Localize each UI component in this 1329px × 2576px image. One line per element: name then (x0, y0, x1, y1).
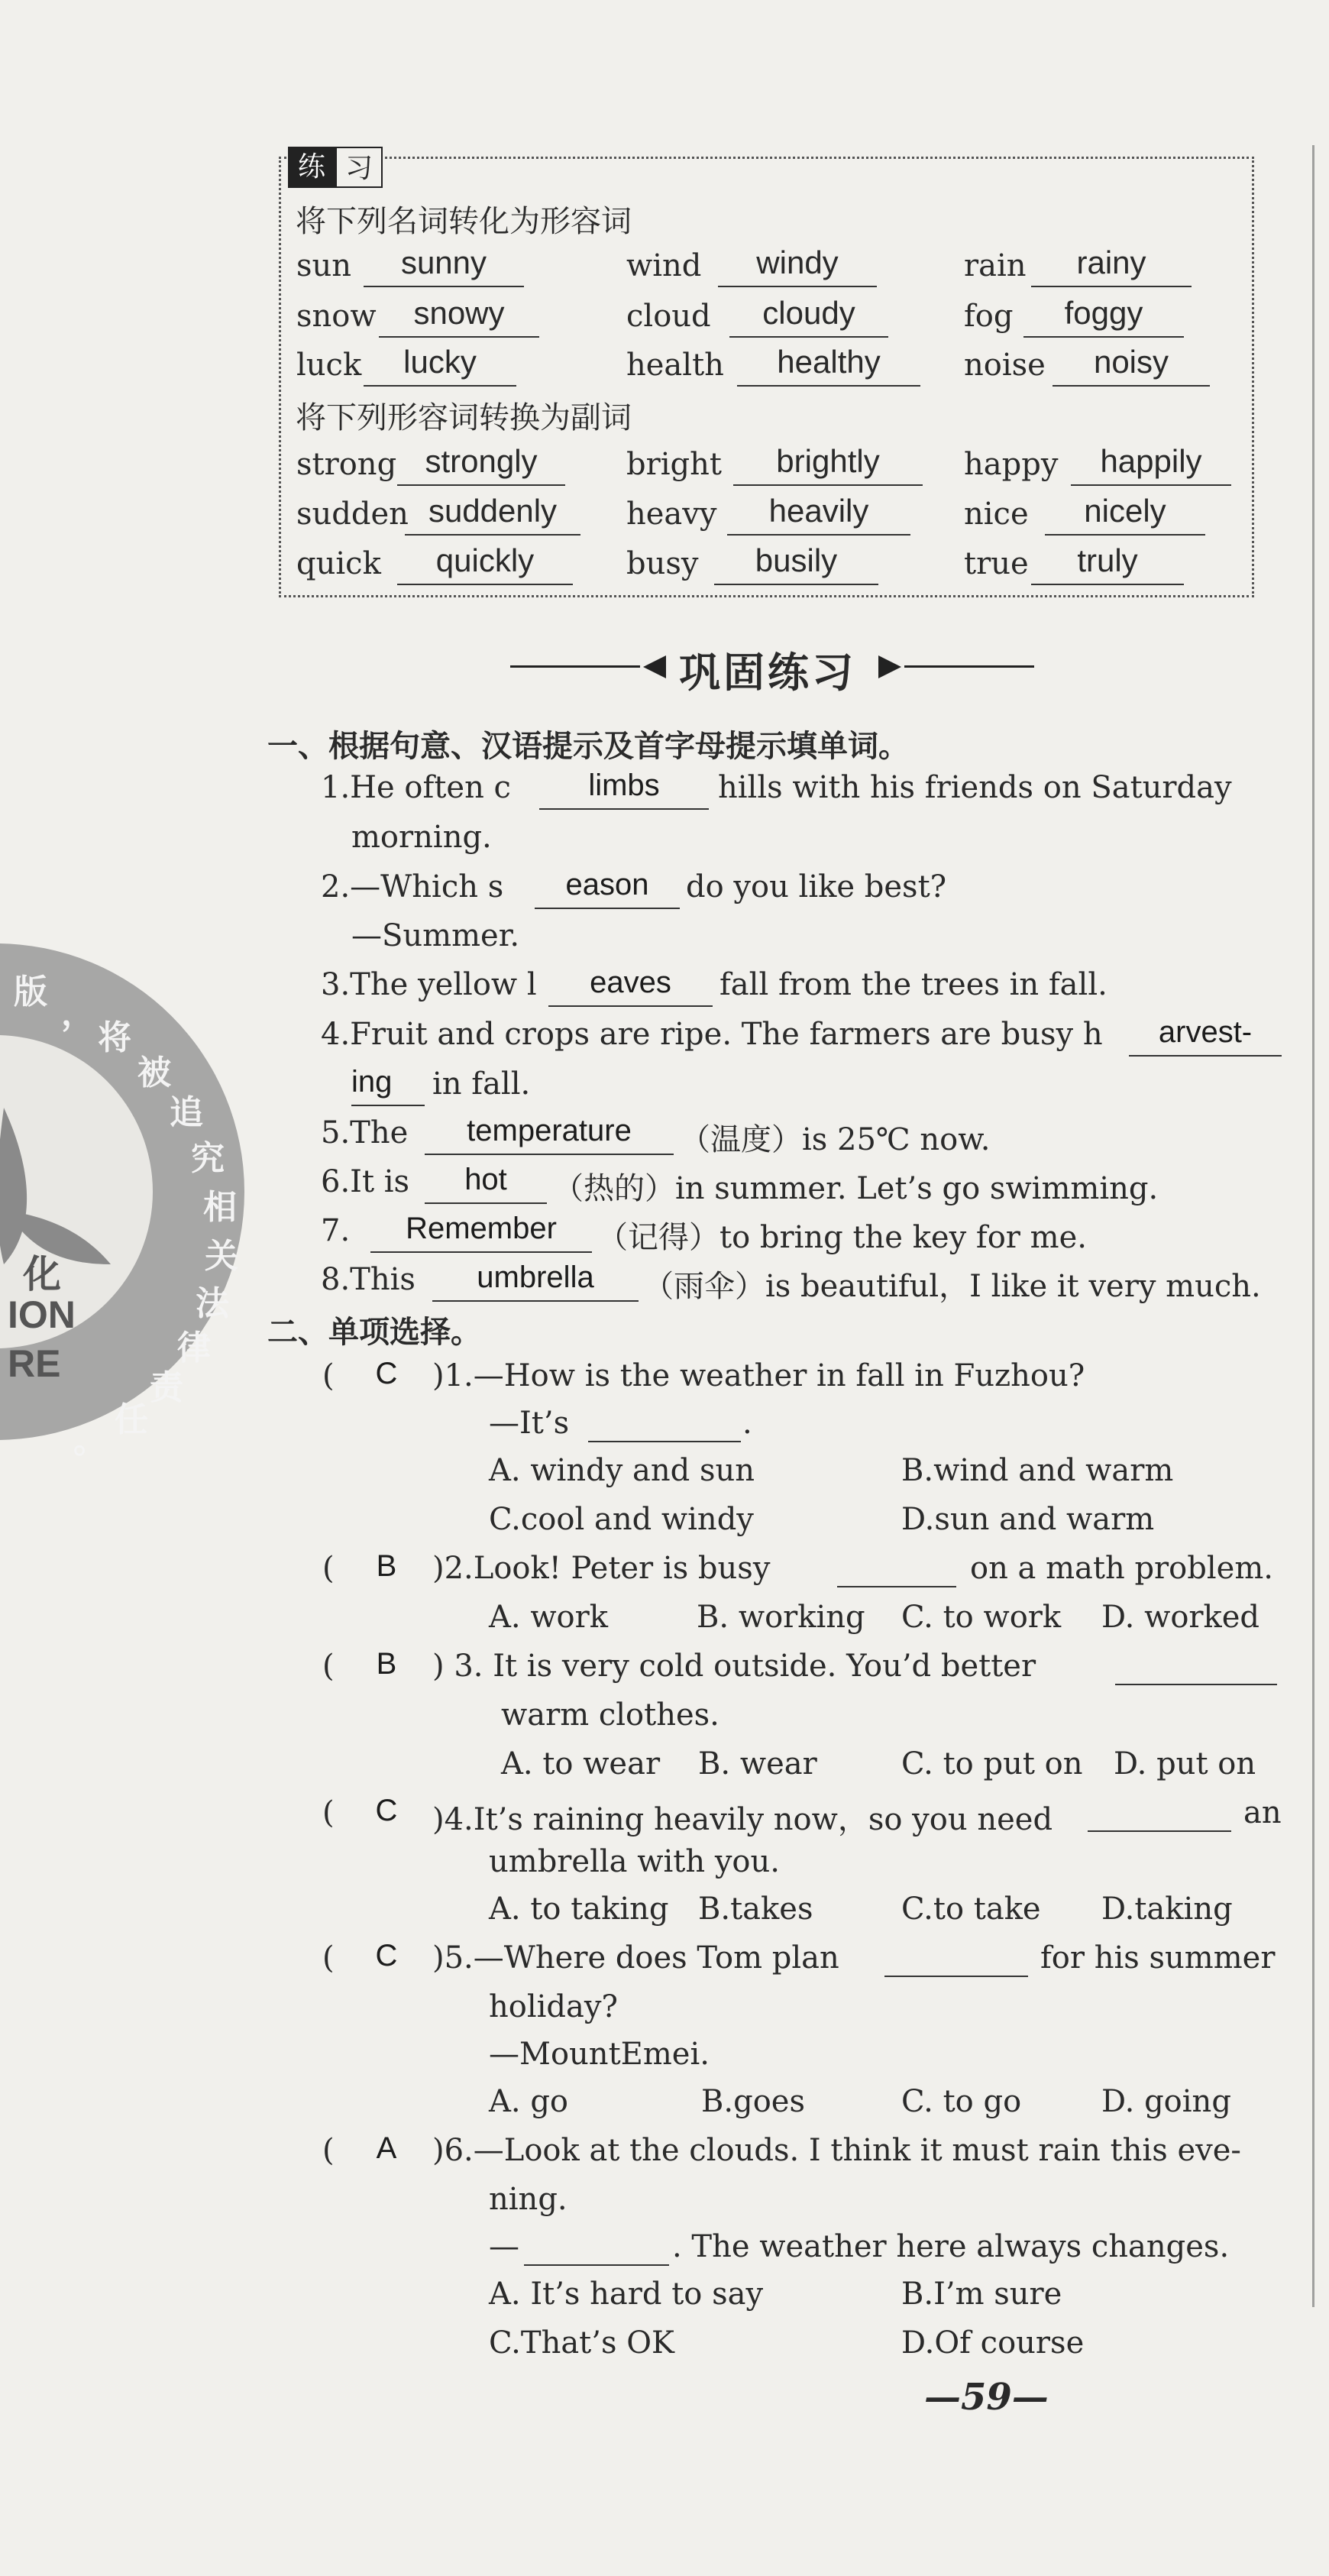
answer-line (1045, 534, 1205, 536)
noun-answer: cloudy (762, 295, 855, 331)
paren-open: ( (322, 1940, 335, 1976)
question-text: umbrella with you. (489, 1844, 780, 1879)
answer-line (548, 1005, 713, 1007)
option-c: C.to take (901, 1892, 1041, 1927)
answer-line (884, 1976, 1028, 1977)
noun-word: rain (964, 248, 1027, 283)
option-b: B.takes (698, 1892, 813, 1927)
adjective-answer: nicely (1084, 493, 1166, 529)
noun-word: snow (296, 299, 377, 334)
option-b: B.I’m sure (901, 2277, 1062, 2312)
answer-line (1053, 385, 1210, 387)
question-text: —It’s (489, 1406, 570, 1441)
option-b: B. wear (698, 1746, 817, 1782)
answer-line (588, 1441, 741, 1442)
question-text: on a math problem. (970, 1551, 1273, 1586)
question-text: （雨伞）is beautiful，I like it very much. (643, 1269, 1261, 1304)
option-c: C. to put on (901, 1746, 1083, 1782)
fill-answer: limbs (588, 769, 660, 802)
question-text: （热的）in summer. Let’s go swimming. (553, 1171, 1159, 1206)
answer-line (405, 534, 580, 536)
noun-answer: foggy (1064, 295, 1143, 331)
answer-line (524, 2264, 669, 2266)
practice-tag-char: 练 (288, 147, 335, 188)
option-b: B. working (697, 1600, 865, 1635)
question-text: （温度）is 25℃ now. (680, 1122, 991, 1157)
answer-line (837, 1586, 956, 1587)
answer-line (535, 908, 680, 909)
question-text: 7. (321, 1213, 351, 1248)
option-c: C. to go (901, 2084, 1022, 2119)
option-c: C. to work (901, 1600, 1062, 1635)
option-a: A. go (489, 2084, 569, 2119)
noun-answer: snowy (413, 295, 505, 331)
question-text: 2.—Which s (321, 869, 504, 905)
noun-word: luck (296, 348, 362, 383)
paren-open: ( (322, 1358, 335, 1393)
question-text: 4.Fruit and crops are ripe. The farmers are busy h (321, 1017, 1103, 1052)
noun-answer: lucky (403, 344, 477, 380)
question-text: )6.—Look at the clouds. I think it must rain this eve- (432, 2133, 1241, 2168)
noun-answer: sunny (400, 244, 487, 280)
question-text: （记得）to bring the key for me. (597, 1220, 1087, 1255)
question-text: 1.He often c (321, 770, 511, 805)
answer-line (1031, 584, 1184, 585)
option-c: C.cool and windy (489, 1502, 754, 1537)
answer-line (714, 584, 878, 585)
part2-heading: 二、单项选择。 (267, 1315, 481, 1350)
adjective-answer: strongly (425, 443, 538, 479)
noun-answer: healthy (777, 344, 881, 380)
watermark-char: 任 (115, 1400, 148, 1439)
answer-line (432, 1300, 639, 1302)
practice-instruction: 将下列名词转化为形容词 (296, 204, 632, 239)
question-text: 3.The yellow l (321, 967, 537, 1002)
option-b: B.goes (701, 2084, 805, 2119)
left-arrow-icon (643, 655, 666, 678)
adjective-word: happy (964, 447, 1059, 482)
answer-line (370, 1251, 592, 1253)
option-d: D.taking (1101, 1892, 1233, 1927)
question-text: 5.The (321, 1115, 409, 1150)
question-text: )5.—Where does Tom plan (432, 1940, 839, 1976)
paren-open: ( (322, 1551, 335, 1586)
section-title (504, 640, 1039, 697)
noun-answer: windy (756, 244, 839, 280)
adjective-word: nice (964, 497, 1029, 532)
question-text: . (742, 1406, 752, 1441)
option-a: A. windy and sun (489, 1453, 755, 1488)
watermark-text: 化 (23, 1253, 61, 1296)
answer-line (364, 286, 524, 287)
noun-word: noise (964, 348, 1046, 383)
watermark-char: 将 (98, 1018, 131, 1057)
noun-word: fog (964, 299, 1014, 334)
noun-word: wind (626, 248, 702, 283)
watermark-text: RE (8, 1342, 61, 1385)
question-text: —Summer. (351, 918, 520, 953)
answer-line (1031, 286, 1192, 287)
question-text: ning. (489, 2182, 567, 2217)
question-text: for his summer (1040, 1940, 1276, 1976)
noun-answer: rainy (1076, 244, 1146, 280)
answer-line (425, 1154, 674, 1155)
choice-answer: B (376, 1549, 397, 1583)
answer-line (351, 1105, 425, 1106)
adjective-word: heavy (626, 497, 717, 532)
watermark-char: 关 (205, 1237, 238, 1276)
option-a: A. work (489, 1600, 608, 1635)
answer-line (379, 336, 539, 338)
adjective-word: strong (296, 447, 397, 482)
question-text: morning. (351, 820, 492, 855)
adjective-word: quick (296, 546, 381, 581)
section-title-text: 巩固练习 (679, 649, 856, 697)
fill-answer: Remember (406, 1212, 557, 1245)
question-text: fall from the trees in fall. (719, 967, 1108, 1002)
option-a: A. to taking (489, 1892, 669, 1927)
title-rule-right (904, 665, 1034, 668)
paren-open: ( (322, 1649, 335, 1684)
answer-line (425, 1202, 547, 1204)
question-text: hills with his friends on Saturday (718, 770, 1232, 805)
part1-heading: 一、根据句意、汉语提示及首字母提示填单词。 (267, 729, 909, 764)
choice-answer: C (375, 1357, 398, 1390)
answer-line (397, 484, 565, 486)
adjective-word: sudden (296, 497, 409, 532)
paren-open: ( (322, 1795, 335, 1830)
question-text: — (489, 2229, 519, 2264)
question-text: an (1243, 1795, 1282, 1830)
noun-word: cloud (626, 299, 711, 334)
watermark-char: 被 (137, 1053, 171, 1092)
question-text: . The weather here always changes. (672, 2229, 1230, 2264)
fill-answer: eason (565, 868, 649, 901)
title-rule-left (510, 665, 640, 668)
answer-line (1023, 336, 1184, 338)
question-text: 6.It is (321, 1164, 410, 1199)
noun-word: health (626, 348, 724, 383)
page-edge-rule (1312, 145, 1314, 2307)
watermark-char: 律 (177, 1328, 211, 1367)
watermark-char: ， (61, 994, 95, 1033)
watermark-char: 法 (196, 1284, 229, 1323)
option-b: B.wind and warm (901, 1453, 1174, 1488)
answer-line (1071, 484, 1231, 486)
choice-answer: B (376, 1647, 397, 1681)
answer-line (1129, 1055, 1282, 1057)
question-text: warm clothes. (501, 1697, 719, 1733)
question-text: )4.It’s raining heavily now，so you need (432, 1802, 1053, 1837)
answer-line (727, 534, 910, 536)
watermark-char: 相 (203, 1188, 237, 1227)
fill-answer: eaves (590, 966, 671, 999)
practice-tag (288, 147, 383, 188)
fill-answer: arvest- (1158, 1015, 1253, 1049)
fill-answer: ing (351, 1065, 393, 1099)
adjective-answer: busily (755, 542, 838, 578)
option-d: D.sun and warm (901, 1502, 1155, 1537)
fill-answer: hot (464, 1163, 507, 1196)
question-text: )1.—How is the weather in fall in Fuzhou? (432, 1358, 1085, 1393)
option-d: D.Of course (901, 2325, 1085, 2361)
answer-line (539, 808, 709, 810)
watermark-char: 。 (73, 1422, 107, 1461)
adjective-answer: truly (1077, 542, 1138, 578)
choice-answer: C (375, 1794, 398, 1827)
answer-line (1115, 1684, 1277, 1685)
noun-word: sun (296, 248, 352, 283)
question-text: 8.This (321, 1262, 416, 1297)
option-d: D. going (1101, 2084, 1231, 2119)
watermark-char: 追 (170, 1093, 203, 1132)
adjective-word: bright (626, 447, 722, 482)
answer-line (397, 584, 573, 585)
answer-line (729, 336, 888, 338)
fill-answer: temperature (467, 1114, 632, 1147)
option-c: C.That’s OK (489, 2325, 674, 2361)
watermark-char: 究 (191, 1139, 225, 1178)
right-arrow-icon (878, 655, 901, 678)
adjective-word: true (964, 546, 1029, 581)
choice-answer: C (375, 1939, 398, 1972)
question-text: in fall. (432, 1066, 531, 1102)
answer-line (364, 385, 516, 387)
answer-line (718, 286, 877, 287)
option-d: D. put on (1114, 1746, 1256, 1782)
practice-tag-char: 习 (335, 147, 383, 188)
answer-line (737, 385, 920, 387)
watermark-text: ION (8, 1293, 76, 1336)
question-text: —MountEmei. (489, 2037, 710, 2072)
watermark-char: 版 (14, 972, 47, 1011)
adjective-answer: suddenly (428, 493, 558, 529)
answer-line (733, 484, 923, 486)
question-text: do you like best? (686, 869, 947, 905)
option-a: A. It’s hard to say (489, 2277, 764, 2312)
practice-instruction: 将下列形容词转换为副词 (296, 400, 632, 435)
adjective-word: busy (626, 546, 699, 581)
adjective-answer: brightly (776, 443, 880, 479)
page-number: —59— (924, 2376, 1049, 2419)
question-text: )2.Look! Peter is busy (432, 1551, 771, 1586)
option-d: D. worked (1101, 1600, 1260, 1635)
answer-line (1088, 1830, 1231, 1832)
choice-answer: A (376, 2131, 397, 2165)
adjective-answer: happily (1100, 443, 1202, 479)
question-text: holiday? (489, 1989, 618, 2024)
paren-open: ( (322, 2133, 335, 2168)
fill-answer: umbrella (477, 1260, 594, 1294)
adjective-answer: quickly (435, 542, 535, 578)
option-a: A. to wear (501, 1746, 661, 1782)
question-text: ) 3. It is very cold outside. You’d better (432, 1649, 1036, 1684)
watermark-char: 责 (150, 1368, 183, 1407)
noun-answer: noisy (1093, 344, 1169, 380)
adjective-answer: heavily (768, 493, 869, 529)
